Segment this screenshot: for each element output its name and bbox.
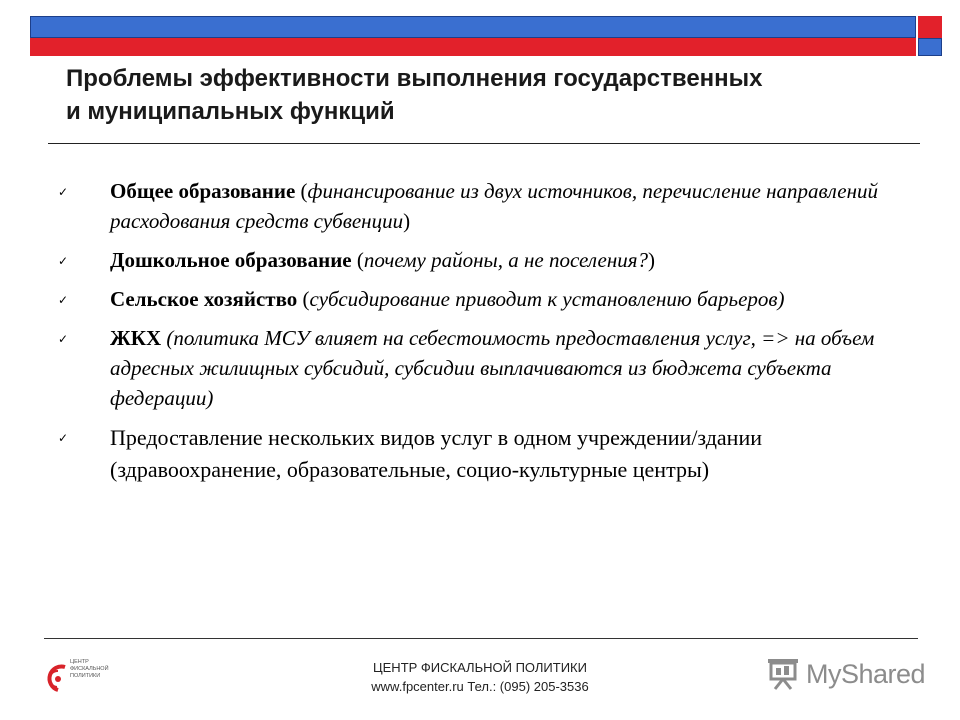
bullet-note: финансирование из двух источников, перечисление направлений расходования средств субвенции [110,179,879,233]
check-icon: ✓ [58,293,69,307]
logo-text-line-2: ФИСКАЛЬНОЙ [70,666,109,672]
bullet-paren-open: ( [295,179,308,203]
watermark [764,654,934,694]
footer-divider [44,638,918,639]
bullet-note: субсидирование приводит к установлению барьеров) [309,287,785,311]
bullet-item-agriculture [56,284,916,314]
bullet-term: ЖКХ [110,326,162,350]
logo-text-line-1: ЦЕНТР [70,659,89,665]
check-icon: ✓ [58,431,69,445]
bullet-note: (политика МСУ влияет на себестоимость предоставления услуг, => на объем адресных жилищных субсидий, субсидии выплачиваются из бюджета субъекта федерации) [110,326,875,410]
logo-icon [44,654,114,694]
bullet-item-housing-utilities [56,323,916,413]
bullet-paren-close: ) [648,248,656,272]
bullet-term: Общее образование [110,179,296,203]
bullet-term: Дошкольное образование [110,248,352,272]
bullet-paren-open: ( [351,248,364,272]
bullet-paren-open: ( [297,287,310,311]
slide-title [66,62,906,128]
slide-title-line-2: и муниципальных функций [66,98,395,125]
bullet-item-multi-service [56,422,916,486]
header-blue-band [30,16,916,38]
slide-title-line-1: Проблемы эффективности выполнения государственных [66,65,763,92]
corner-blue-block [918,38,942,56]
bullet-term: Сельское хозяйство [110,287,298,311]
header-red-band [30,38,916,56]
header-corner-blocks [918,16,942,56]
footer-org-name: ЦЕНТР ФИСКАЛЬНОЙ ПОЛИТИКИ [373,660,587,675]
bullet-list [56,176,916,495]
watermark-text: MyShared [806,659,926,689]
title-divider [48,143,920,144]
bullet-paren-close: ) [403,209,411,233]
bullet-text: Предоставление нескольких видов услуг в одном учреждении/здании (здравоохранение, образовательные, социо-культурные центры) [110,425,762,482]
check-icon: ✓ [58,332,69,346]
bullet-item-preschool-education [56,245,916,275]
footer-text [280,658,680,696]
footer-contacts: www.fpcenter.ru Тел.: (095) 205-3536 [371,679,589,694]
check-icon: ✓ [58,185,69,199]
bullet-note: почему районы, а не поселения? [363,248,649,272]
presentation-icon [764,656,802,692]
check-icon: ✓ [58,254,69,268]
logo-text-line-3: ПОЛИТИКИ [70,673,101,679]
bullet-item-general-education [56,176,916,236]
corner-red-block [918,16,942,38]
header-bar [30,16,916,56]
